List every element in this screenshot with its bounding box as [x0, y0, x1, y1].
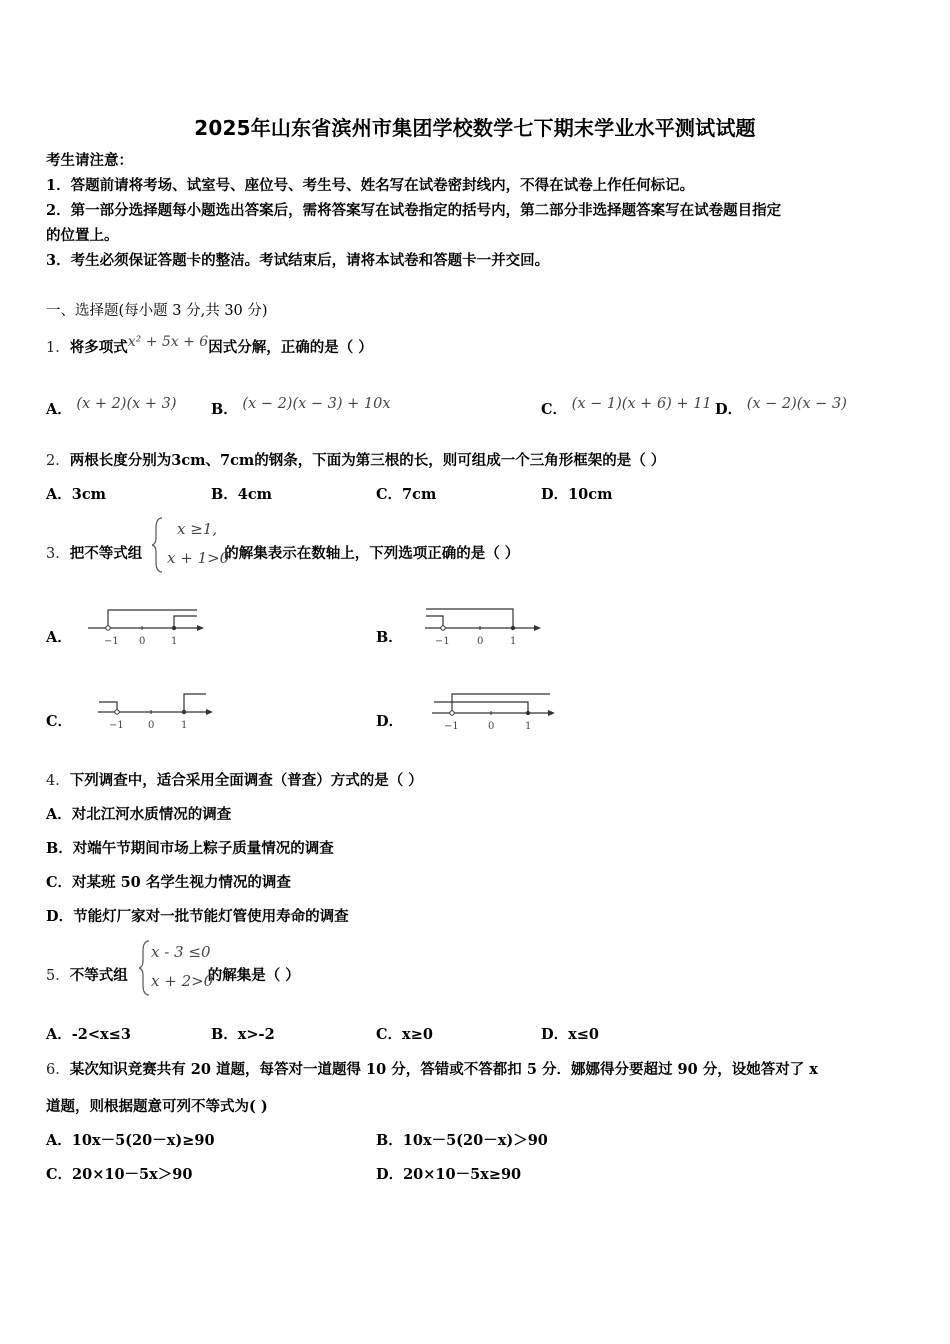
solution-bracket: [434, 702, 528, 713]
option-label: A．: [46, 486, 72, 503]
closed-dot: [172, 626, 176, 630]
math-expression: x² + 5x + 6: [127, 334, 209, 350]
q3-option-b-label[interactable]: B．: [376, 629, 403, 646]
option-label: D．: [715, 401, 743, 418]
tick-label: 0: [488, 721, 495, 732]
q1-option-b[interactable]: [211, 396, 391, 420]
closed-dot: [526, 711, 530, 715]
question-6-cont: 道题，则根据题意可列不等式为( ): [46, 1098, 268, 1115]
option-text: 节能灯厂家对一批节能灯管使用寿命的调查: [73, 908, 349, 925]
tick-label: −1: [104, 636, 119, 647]
question-number: 4．: [46, 773, 70, 789]
notice-item-3: 3．考生必须保证答题卡的整洁。考试结束后，请将本试卷和答题卡一并交回。: [46, 252, 550, 269]
q5-option-d[interactable]: [541, 1025, 599, 1045]
page-title: 2025年山东省滨州市集团学校数学七下期末学业水平测试试题: [194, 116, 756, 140]
option-text: 对某班 50 名学生视力情况的调查: [72, 874, 291, 891]
q3-option-b-numberline[interactable]: [423, 600, 547, 650]
option-label: A．: [46, 1026, 72, 1043]
option-label: A．: [46, 1132, 72, 1149]
system-line-1: x - 3 ≤0: [151, 943, 211, 961]
tick-label: 1: [510, 636, 517, 647]
option-label: A．: [46, 806, 72, 823]
notice-item-2: 2．第一部分选择题每小题选出答案后，需将答案写在试卷指定的括号内，第二部分非选择题答案写在试卷题目指定: [46, 202, 782, 219]
q3-option-d-label[interactable]: D．: [376, 713, 404, 730]
open-dot: [115, 710, 119, 714]
q5-option-b[interactable]: [211, 1025, 275, 1045]
q6-option-b[interactable]: [376, 1131, 548, 1151]
q3-option-d-numberline[interactable]: [430, 686, 562, 736]
question-number: 5．: [46, 968, 70, 984]
arrow-icon: [548, 710, 555, 716]
option-text: x≤0: [568, 1026, 599, 1043]
option-label: D．: [46, 908, 74, 925]
question-3: [46, 544, 519, 564]
q3-option-c-label[interactable]: C．: [46, 713, 73, 730]
arrow-icon: [206, 709, 213, 715]
notice-heading: 考生请注意：: [46, 152, 133, 169]
solution-bracket: [174, 616, 197, 628]
solution-bracket: [99, 702, 117, 712]
tick-label: 1: [525, 721, 532, 732]
solution-bracket: [452, 694, 550, 713]
option-text: -2<x≤3: [71, 1026, 131, 1043]
option-text: 4cm: [237, 486, 273, 503]
option-label: C．: [541, 401, 568, 418]
solution-bracket: [184, 694, 206, 712]
q3-option-a-numberline[interactable]: [86, 600, 210, 650]
question-text: 的解集表示在数轴上，下列选项正确的是（ ）: [224, 545, 520, 562]
q6-option-c[interactable]: [46, 1165, 192, 1185]
option-text: 10x－5(20－x)≥90: [71, 1132, 215, 1149]
solution-bracket: [108, 610, 197, 628]
question-text: 下列调查中，适合采用全面调查（普查）方式的是（ ）: [69, 772, 423, 789]
option-label: B．: [376, 1132, 403, 1149]
q4-option-c[interactable]: [46, 873, 291, 893]
solution-bracket: [426, 616, 443, 628]
open-dot: [106, 626, 110, 630]
option-label: C．: [46, 1166, 73, 1183]
q3-option-c-numberline[interactable]: [96, 686, 220, 736]
notice-item-2-cont: 的位置上。: [46, 227, 119, 244]
question-text: 两根长度分别为3cm、7cm的钢条，下面为第三根的长，则可组成一个三角形框架的是（ ）: [69, 452, 666, 469]
option-label: C．: [46, 874, 73, 891]
q2-option-c[interactable]: [376, 485, 436, 505]
closed-dot: [182, 710, 186, 714]
question-2: [46, 451, 665, 471]
tick-label: −1: [109, 720, 124, 731]
q5-option-a[interactable]: [46, 1025, 131, 1045]
system-line-2: x + 1>0: [167, 549, 230, 567]
q2-option-d[interactable]: [541, 485, 612, 505]
q5-option-c[interactable]: [376, 1025, 433, 1045]
tick-label: −1: [444, 721, 459, 732]
notice-item-1: 1．答题前请将考场、试室号、座位号、考生号、姓名写在试卷密封线内，不得在试卷上作任何标记。: [46, 177, 695, 194]
closed-dot: [511, 626, 515, 630]
option-label: A．: [46, 401, 72, 418]
system-line-2: x + 2>0: [151, 972, 214, 990]
question-text: 把不等式组: [69, 545, 143, 562]
question-4: [46, 771, 423, 791]
arrow-icon: [197, 625, 204, 631]
option-math: (x − 2)(x − 3) + 10x: [242, 396, 391, 412]
question-text: 不等式组: [69, 967, 128, 984]
option-label: D．: [541, 486, 569, 503]
option-label: B．: [211, 486, 238, 503]
system-line-1: x ≥1,: [177, 520, 218, 538]
option-text: 7cm: [402, 486, 437, 503]
option-label: D．: [541, 1026, 569, 1043]
option-text: 对端午节期间市场上粽子质量情况的调查: [72, 840, 334, 857]
q1-option-a[interactable]: [46, 396, 177, 420]
option-text: 20×10－5x＞90: [72, 1166, 193, 1183]
question-text: 的解集是（ ）: [207, 967, 300, 984]
solution-bracket: [426, 609, 513, 628]
q4-option-b[interactable]: [46, 839, 334, 859]
tick-label: 0: [477, 636, 484, 647]
question-number: 1．: [46, 340, 70, 356]
question-number: 3．: [46, 546, 70, 562]
tick-label: 1: [181, 720, 188, 731]
option-text: x>-2: [237, 1026, 275, 1043]
question-text: 将多项式: [69, 339, 128, 356]
q1-option-d[interactable]: [715, 396, 847, 420]
tick-label: 0: [148, 720, 155, 731]
q2-option-b[interactable]: [211, 485, 272, 505]
q4-option-d[interactable]: [46, 907, 349, 927]
question-number: 6．: [46, 1062, 70, 1078]
option-text: 20×10－5x≥90: [403, 1166, 522, 1183]
option-text: 10x－5(20－x)＞90: [402, 1132, 548, 1149]
open-dot: [441, 626, 445, 630]
question-1: [46, 334, 373, 358]
q6-option-d[interactable]: [376, 1165, 521, 1185]
question-text: 因式分解，正确的是（ ）: [208, 339, 373, 356]
option-text: 对北江河水质情况的调查: [71, 806, 232, 823]
question-number: 2．: [46, 453, 70, 469]
option-math: (x − 1)(x + 6) + 11: [571, 396, 712, 412]
tick-label: −1: [435, 636, 450, 647]
option-label: B．: [211, 1026, 238, 1043]
option-label: B．: [46, 840, 73, 857]
q3-option-a-label[interactable]: A．: [46, 629, 72, 646]
q4-option-a[interactable]: [46, 805, 231, 825]
option-label: D．: [376, 1166, 404, 1183]
arrow-icon: [534, 625, 541, 631]
q6-option-a[interactable]: [46, 1131, 215, 1151]
tick-label: 1: [171, 636, 178, 647]
option-math: (x − 2)(x − 3): [746, 396, 847, 412]
question-text: 某次知识竞赛共有 20 道题，每答对一道题得 10 分，答错或不答都扣 5 分．娜娜得分要超过 90 分，设她答对了 x: [69, 1061, 818, 1078]
option-label: C．: [376, 486, 403, 503]
section-heading: 一、选择题(每小题 3 分,共 30 分): [46, 303, 268, 319]
option-text: 3cm: [71, 486, 107, 503]
open-dot: [450, 711, 454, 715]
option-text: 10cm: [568, 486, 613, 503]
option-label: C．: [376, 1026, 403, 1043]
option-label: B．: [211, 401, 238, 418]
tick-label: 0: [139, 636, 146, 647]
q2-option-a[interactable]: [46, 485, 106, 505]
q1-option-c[interactable]: [541, 396, 712, 420]
question-6: [46, 1060, 818, 1080]
option-text: x≥0: [402, 1026, 433, 1043]
option-math: (x + 2)(x + 3): [76, 396, 177, 412]
